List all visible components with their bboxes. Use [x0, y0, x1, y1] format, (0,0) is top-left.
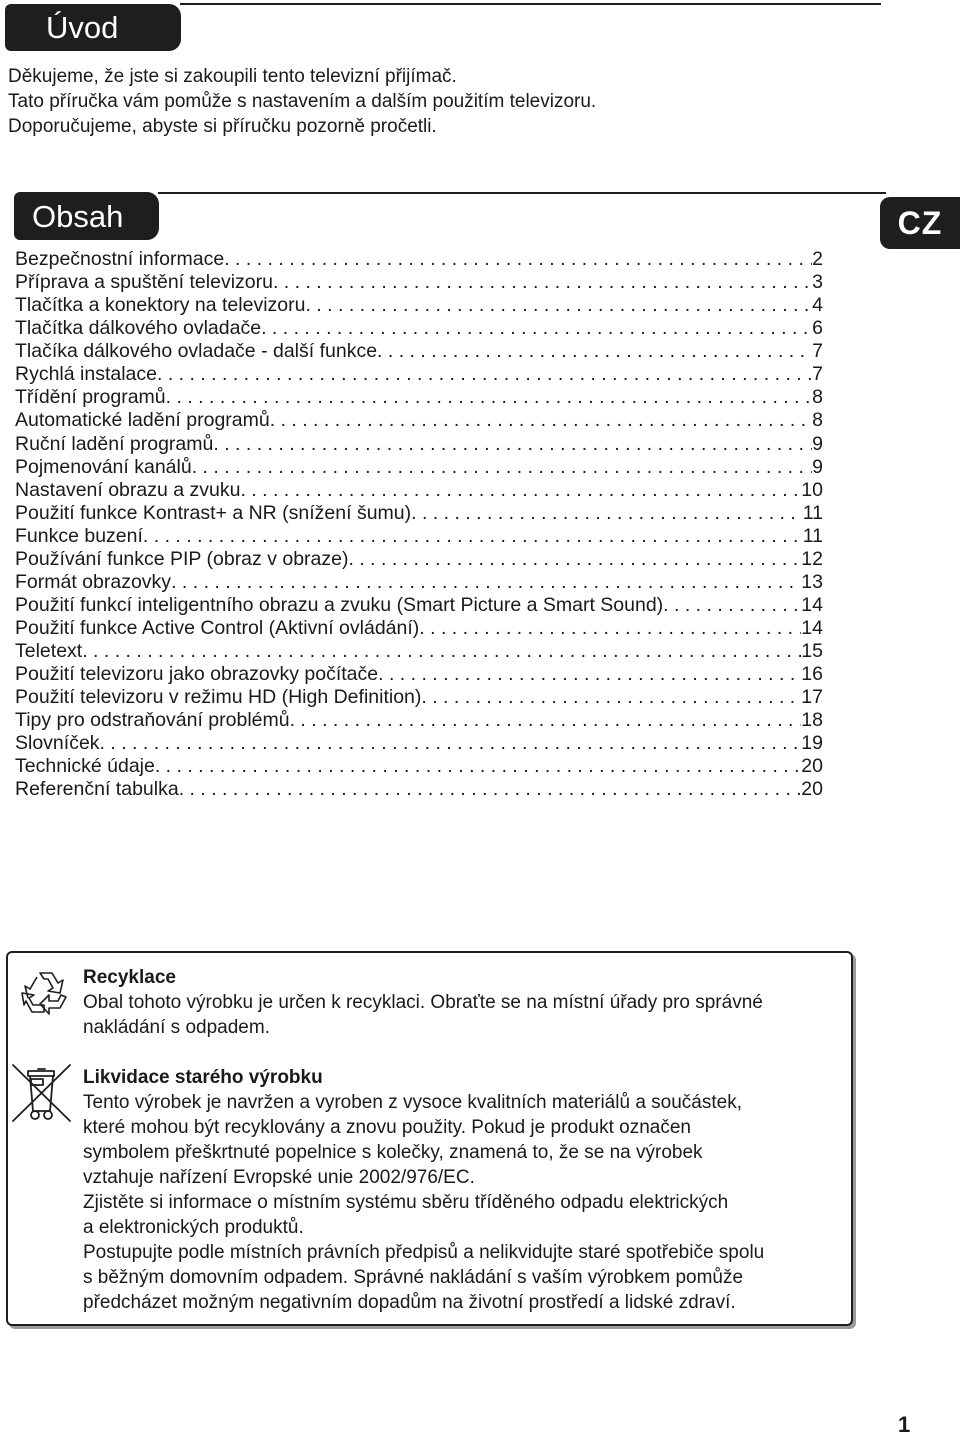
toc-dot-leader — [166, 386, 812, 409]
toc-entry — [15, 456, 823, 479]
toc-entry — [15, 363, 823, 386]
disposal-line: Zjistěte si informace o místním systému sběru tříděného odpadu elektrických — [83, 1192, 729, 1213]
recycling-heading: Recyklace — [83, 967, 176, 988]
toc-entry — [15, 617, 823, 640]
toc-entry — [15, 732, 823, 755]
toc-entry-page: 20 — [801, 778, 823, 801]
intro-line: Děkujeme, že jste si zakoupili tento televizní přijímač. — [8, 66, 457, 87]
toc-entry-page: 8 — [812, 386, 823, 409]
toc-entry-page: 13 — [801, 570, 823, 593]
toc-entry-title: Rychlá instalace — [15, 363, 157, 386]
toc-entry — [15, 525, 823, 548]
toc-entry — [15, 594, 823, 617]
toc-entry — [15, 709, 823, 732]
toc-dot-leader — [270, 409, 812, 432]
recycling-section — [83, 965, 763, 1040]
toc-entry-title: Pojmenování kanálů — [15, 455, 192, 478]
toc-dot-leader — [273, 271, 812, 294]
toc-entry-page: 2 — [812, 248, 823, 270]
toc-dot-leader — [100, 732, 802, 755]
toc-entry-page: 11 — [802, 524, 823, 547]
disposal-line: předcházet možným negativním dopadům na životní prostředí a lidské zdraví. — [83, 1292, 736, 1313]
language-tab: CZ — [880, 197, 960, 249]
toc-entry-title: Použití funkcí inteligentního obrazu a zvuku (Smart Picture a Smart Sound) — [15, 593, 664, 616]
toc-entry-title: Bezpečnostní informace — [15, 248, 225, 270]
top-rule — [180, 3, 881, 5]
toc-dot-leader — [155, 755, 801, 778]
toc-entry — [15, 479, 823, 502]
toc-dot-leader — [261, 317, 812, 340]
intro-text — [8, 64, 596, 139]
toc-entry-page: 10 — [801, 478, 823, 501]
toc-entry-title: Teletext — [15, 640, 83, 663]
toc-entry-title: Tlačítka dálkového ovladače — [15, 317, 262, 340]
toc-entry-title: Tlačíka dálkového ovladače - další funkce — [15, 340, 378, 363]
disposal-line: s běžným domovním odpadem. Správné nakládání s vaším výrobkem pomůže — [83, 1267, 744, 1288]
toc-entry-title: Příprava a spuštění televizoru — [15, 271, 273, 294]
toc-entry — [15, 433, 823, 456]
toc-dot-leader — [305, 294, 812, 317]
toc-entry-page: 12 — [801, 547, 823, 570]
toc-dot-leader — [411, 502, 803, 525]
toc-entry-title: Referenční tabulka — [15, 778, 179, 801]
toc-entry — [15, 502, 823, 525]
toc-entry-page: 11 — [802, 501, 823, 524]
toc-entry-title: Funkce buzení — [15, 524, 143, 547]
disposal-heading: Likvidace starého výrobku — [83, 1067, 323, 1088]
toc-entry-title: Použití funkce Kontrast+ a NR (snížení šumu) — [15, 501, 412, 524]
toc-dot-leader — [240, 479, 801, 502]
toc-entry-title: Formát obrazovky — [15, 570, 172, 593]
toc-dot-leader — [290, 709, 802, 732]
toc-entry — [15, 686, 823, 709]
toc-entry-title: Slovníček — [15, 732, 100, 755]
toc-entry-page: 8 — [812, 409, 823, 432]
toc-rule — [158, 192, 886, 194]
toc-entry — [15, 548, 823, 571]
toc-entry-title: Technické údaje — [15, 755, 155, 778]
toc-entry — [15, 317, 823, 340]
disposal-section — [83, 1065, 764, 1315]
toc-entry-title: Tipy pro odstraňování problémů — [15, 709, 290, 732]
recycle-icon — [20, 967, 72, 1019]
toc-entry — [15, 248, 823, 271]
toc-entry-page: 16 — [801, 663, 823, 686]
toc-entry-page: 20 — [801, 755, 823, 778]
toc-entry — [15, 663, 823, 686]
toc-dot-leader — [378, 663, 801, 686]
toc-dot-leader — [419, 617, 801, 640]
toc-entry — [15, 640, 823, 663]
toc-entry-title: Ruční ladění programů — [15, 432, 214, 455]
recycling-line: Obal tohoto výrobku je určen k recyklaci. Obraťte se na místní úřady pro správné — [83, 992, 763, 1013]
toc-dot-leader — [192, 456, 812, 479]
toc-entry-page: 9 — [812, 432, 823, 455]
toc-entry-page: 14 — [801, 617, 823, 639]
toc-entry-title: Použití televizoru v režimu HD (High Definition) — [15, 686, 422, 709]
toc-dot-leader — [157, 363, 812, 386]
disposal-line: a elektronických produktů. — [83, 1217, 304, 1238]
disposal-line: Postupujte podle místních právních předpisů a nelikvidujte staré spotřebiče spolu — [83, 1242, 765, 1263]
disposal-line: Tento výrobek je navržen a vyroben z vysoce kvalitních materiálů a součástek, — [83, 1092, 742, 1113]
environment-info-box — [6, 951, 853, 1326]
toc-entry — [15, 778, 823, 801]
toc-dot-leader — [171, 571, 801, 594]
toc-entry-title: Použití funkce Active Control (Aktivní ovládání) — [15, 617, 420, 639]
toc-entry-page: 3 — [812, 271, 823, 294]
toc-dot-leader — [82, 640, 801, 663]
toc-entry — [15, 340, 823, 363]
toc-entry-page: 4 — [812, 294, 823, 317]
intro-line: Doporučujeme, abyste si příručku pozorně pročetli. — [8, 116, 437, 137]
toc-entry-title: Nastavení obrazu a zvuku — [15, 478, 241, 501]
toc-heading: Obsah — [14, 192, 159, 240]
toc-entry-title: Používání funkce PIP (obraz v obraze) — [15, 547, 349, 570]
toc-entry-title: Automatické ladění programů — [15, 409, 270, 432]
toc-dot-leader — [179, 778, 802, 801]
toc-entry — [15, 755, 823, 778]
toc-entry-title: Tlačítka a konektory na televizoru — [15, 294, 306, 317]
toc-entry-page: 15 — [801, 640, 823, 663]
toc-entry-page: 6 — [812, 317, 823, 340]
toc-dot-leader — [421, 686, 801, 709]
toc-entry-page: 19 — [801, 732, 823, 755]
disposal-line: symbolem přeškrtnuté popelnice s kolečky, znamená to, že se na výrobek — [83, 1142, 703, 1163]
toc-entry-page: 7 — [812, 363, 823, 386]
toc-entry — [15, 409, 823, 432]
toc-entry — [15, 294, 823, 317]
toc-entry — [15, 271, 823, 294]
toc-entry-title: Třídění programů — [15, 386, 166, 409]
toc-entry-page: 17 — [801, 686, 823, 709]
toc-dot-leader — [348, 548, 801, 571]
toc-entry-page: 9 — [812, 455, 823, 478]
crossed-bin-icon — [10, 1061, 74, 1125]
toc-dot-leader — [377, 340, 812, 363]
toc-entry-title: Použití televizoru jako obrazovky počítače — [15, 663, 379, 686]
disposal-line: které mohou být recyklovány a znovu použity. Pokud je produkt označen — [83, 1117, 691, 1138]
toc-dot-leader — [663, 594, 801, 617]
page-number: 1 — [898, 1412, 911, 1437]
intro-line: Tato příručka vám pomůže s nastavením a dalším použitím televizoru. — [8, 91, 597, 112]
table-of-contents — [15, 248, 823, 802]
toc-entry — [15, 571, 823, 594]
toc-dot-leader — [143, 525, 803, 548]
intro-heading: Úvod — [5, 4, 181, 51]
recycling-line: nakládání s odpadem. — [83, 1017, 270, 1038]
toc-entry — [15, 386, 823, 409]
disposal-line: vztahuje nařízení Evropské unie 2002/976/EC. — [83, 1167, 475, 1188]
toc-entry-page: 7 — [812, 340, 823, 363]
toc-entry-page: 18 — [801, 709, 823, 732]
toc-entry-page: 14 — [801, 593, 823, 616]
toc-dot-leader — [224, 248, 812, 271]
toc-dot-leader — [213, 433, 812, 456]
